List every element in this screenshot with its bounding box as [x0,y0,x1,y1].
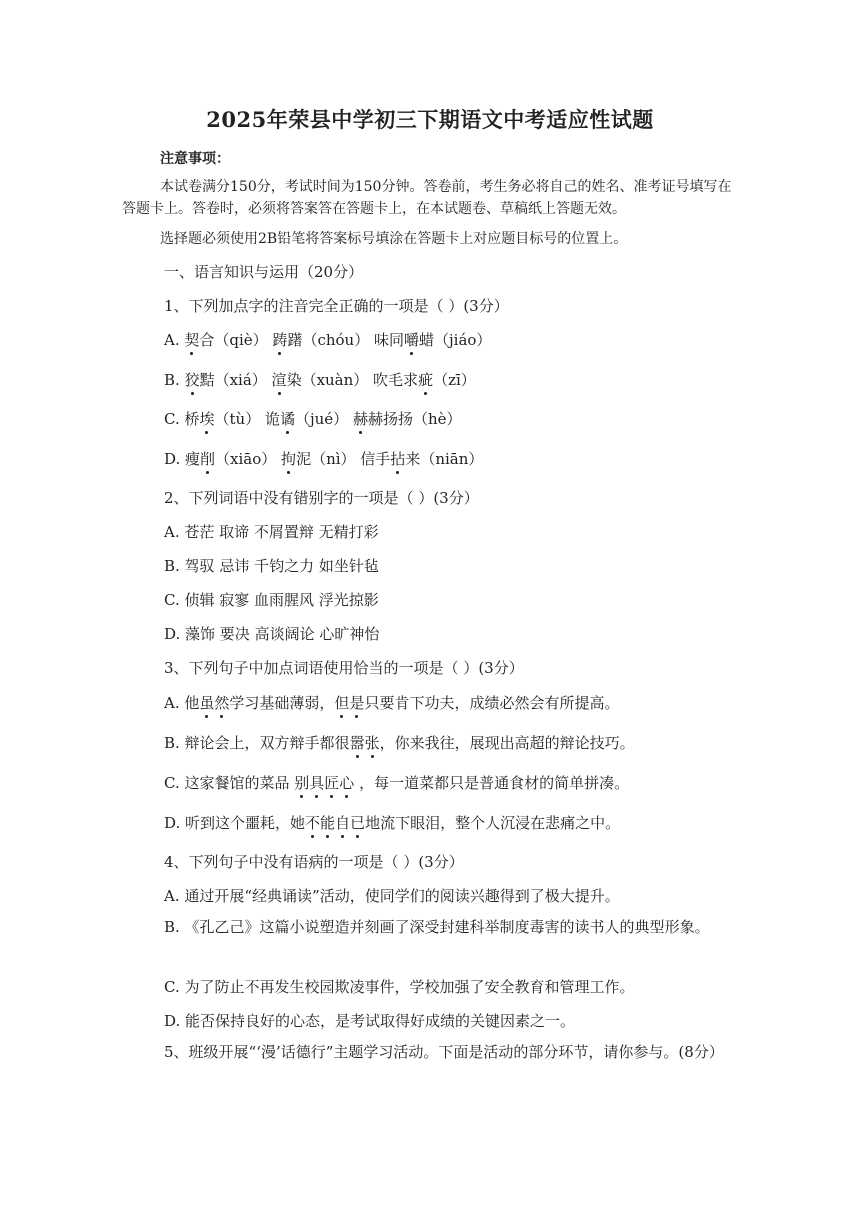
notice-heading: 注意事项： [160,151,230,167]
exam-title: 2025年荣县中学初三下期语文中考适应性试题 [206,107,654,132]
q3-option-d: D. 听到这个噩耗，她不能自已地流下眼泪，整个人沉浸在悲痛之中。 [164,814,621,832]
q4-option-c: C. 为了防止不再发生校园欺凌事件，学校加强了安全教育和管理工作。 [164,978,635,996]
q3-option-c: C. 这家餐馆的菜品 别具匠心 ，每一道菜都只是普通食材的简单拼凑。 [164,774,630,792]
q5-stem: 5、班级开展“‘漫’话德行”主题学习活动。下面是活动的部分环节，请你参与。(8分） [164,1043,724,1061]
q1-option-a: A. 契合（qiè） 踌躇（chóu） 味同嚼蜡（jiáo） [164,331,492,349]
q2-option-c: C. 侦辑 寂寥 血雨腥风 浮光掠影 [164,591,379,609]
q4-option-a: A. 通过开展“经典诵读”活动，使同学们的阅读兴趣得到了极大提升。 [164,887,620,905]
q3-option-b: B. 辩论会上，双方辩手都很嚣张，你来我往，展现出高超的辩论技巧。 [164,734,635,752]
q4-option-b: B. 《孔乙己》这篇小说塑造并刻画了深受封建科举制度毒害的读书人的典型形象。 [164,918,710,936]
q1-option-d: D. 瘦削（xiāo） 拘泥（nì） 信手拈来（niān） [164,450,484,468]
q1-option-c: C. 桥埃（tù） 诡谲（jué） 赫赫扬扬（hè） [164,410,462,428]
q4-stem: 4、下列句子中没有语病的一项是（ ）(3分） [164,853,464,871]
q1-stem: 1、下列加点字的注音完全正确的一项是（ ）(3分） [164,297,509,315]
q2-option-d: D. 藻饰 要决 高谈阔论 心旷神怡 [164,625,380,643]
q3-option-a: A. 他虽然学习基础薄弱，但是只要肯下功夫，成绩必然会有所提高。 [164,694,620,712]
notice-paragraph-1: 本试卷满分150分，考试时间为150分钟。答卷前，考生务必将自己的姓名、准考证号填写在答题卡上。答卷时，必须将答案答在答题卡上，在本试题卷、草稿纸上答题无效。 [122,179,732,217]
q4-option-d: D. 能否保持良好的心态，是考试取得好成绩的关键因素之一。 [164,1012,576,1030]
q2-option-b: B. 驾驭 忌讳 千钧之力 如坐针毡 [164,557,379,575]
q2-option-a: A. 苍茫 取谛 不屑置辩 无精打彩 [164,523,379,541]
q1-option-b: B. 狡黠（xiá） 渲染（xuàn） 吹毛求疵（zī） [164,371,476,389]
q3-stem: 3、下列句子中加点词语使用恰当的一项是（ ）(3分） [164,659,524,677]
q2-stem: 2、下列词语中没有错别字的一项是（ ）(3分） [164,489,479,507]
section-heading: 一、语言知识与运用（20分） [164,263,364,281]
notice-paragraph-2: 选择题必须使用2B铅笔将答案标号填涂在答题卡上对应题目标号的位置上。 [160,231,628,247]
